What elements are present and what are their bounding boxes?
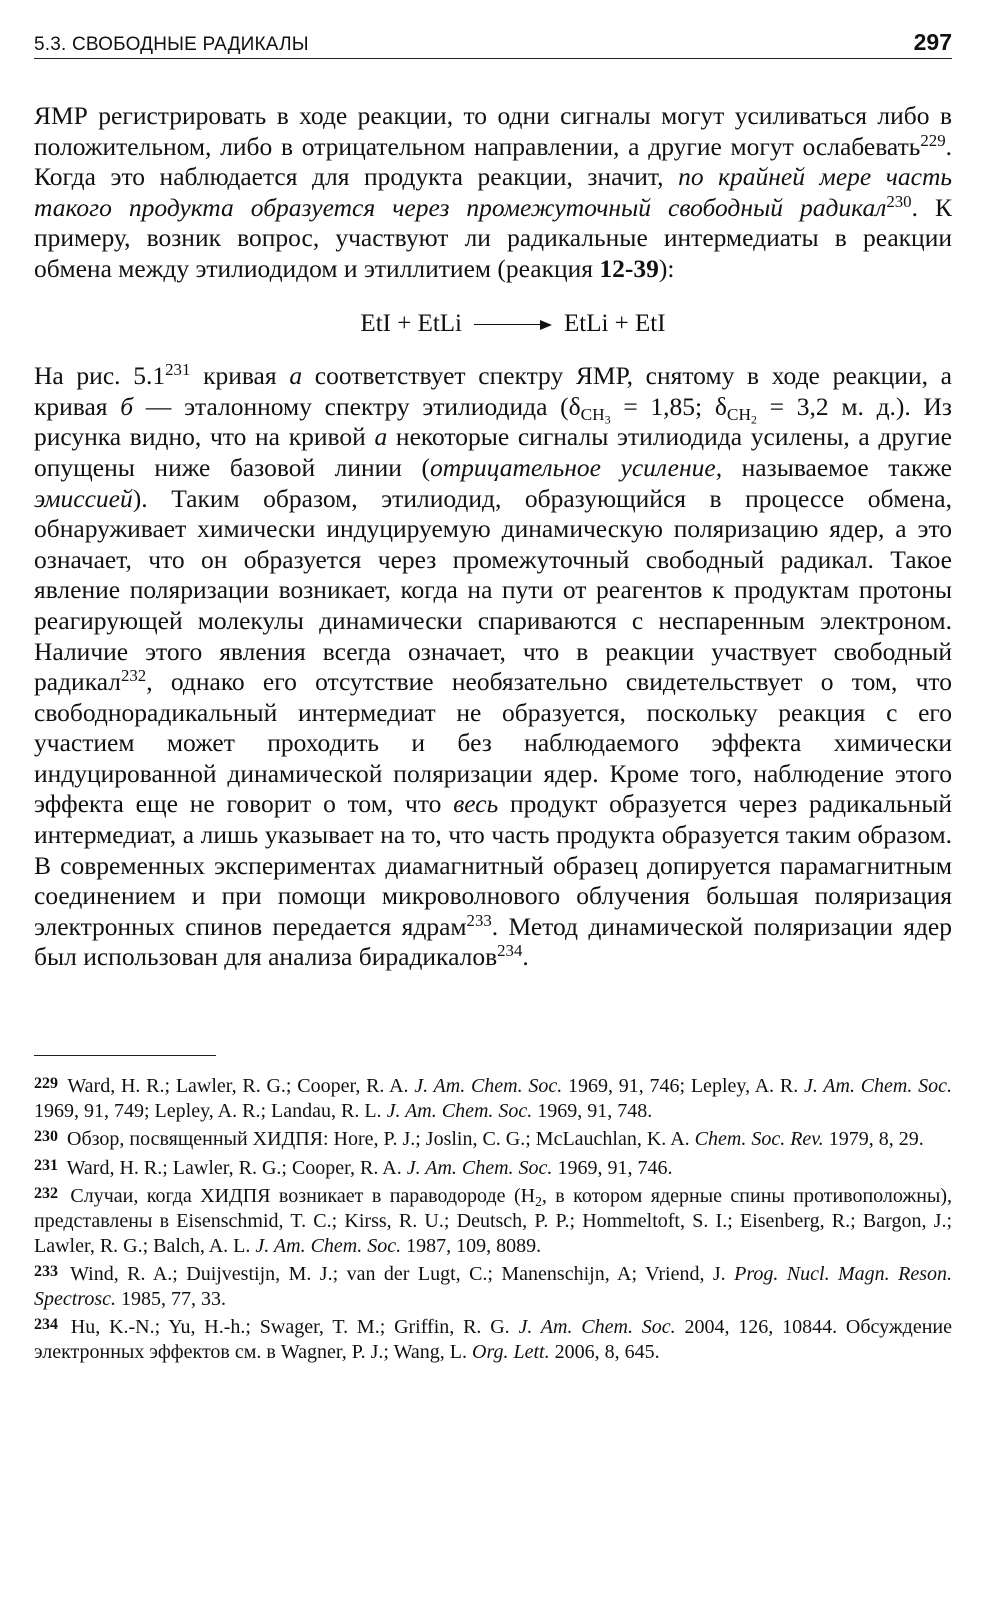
footnote-229: $^{229}$ Ward, H. R.; Lawler, R. G.; Cooper, R. A. J. Am. Chem. Soc. 1969, 91, 746; Lepley, A. R. J. Am. Chem. Soc. 1969, 91, 749; Lepley, A. R.; Landau, R. L. J. Am. Chem. Soc. 1969, 91, 748. [34,1075,953,1122]
emphasis-text: эмиссией [34,483,133,513]
footnote-ref-233: 233 [466,910,492,930]
reaction-equation [34,309,952,340]
footnote-233: $^{233}$ Wind, R. A.; Duijvestijn, M. J.; van der Lugt, C.; Manenschijn, A; Vriend, J. Prog. Nucl. Magn. Reson. Spectrosc. 1985, 77, 33. [34,1263,952,1310]
footnote-232: $^{232}$ Случаи, когда ХИДПЯ возникает в параводороде ($H_2$, в котором ядерные спины противоположны), представлены в Eisenschmid, T. C.; Kirss, R. U.; Deutsch, P. P.; Hommeltoft, S. I.; Eisenberg, R.; Bargon, J.; Lawler, R. G.; Balch, A. L. J. Am. Chem. Soc. 1987, 109, 8089. [34,1185,952,1257]
equation-products: EtLi + EtI [564,309,666,337]
reaction-arrow-icon [474,320,552,330]
footnote-ref-231: 231 [165,359,191,379]
footnote-ref-232: 232 [120,665,147,685]
paragraph-2: На рис. $5.1^{231}$ кривая а соответствует спектру ЯМР, снятому в ходе реакции, а кривая б — эталонному спектру этилиодида ($\delta_{CH_3} = 1,85$; $\delta_{CH_2} = 3,2$ м. д.). Из рисунка видно, что на кривой а некоторые сигналы этилиодида усилены, а другие опущены ниже базовой линии (отрицательное усиление, называемое также эмиссией). Таким образом, этилиодид, образующийся в процессе обмена, обнаруживает химически индуцируемую динамическую поляризацию ядер, а это означает, что он образуется через промежуточный свободный радикал. Такое явление поляризации возникает, когда на пути от реагентов к продуктам протоны реагирующей молекулы динамически спариваются с неспаренным электроном. Наличие этого явления всегда означает, что в реакции участвует свободный радикал$^{232}$, однако его отсутствие необязательно свидетельствует о том, что свободнорадикальный интермедиат не образуется, поскольку реакция с его участием может проходить и без наблюдаемого эффекта химически индуцированной динамической поляризации ядер. Кроме того, наблюдение этого эффекта еще не говорит о том, что весь продукт образуется через радикальный интермедиат, а лишь указывает на то, что часть продукта образуется таким образом. В современных экспериментах диамагнитный образец допируется парамагнитным соединением и при помощи микроволнового облучения большая поляризация электронных спинов передается ядрам$^{233}$. Метод динамической поляризации ядер был использован для анализа бирадикалов$^{234}$. [34,359,953,972]
page-number: 297 [913,29,952,55]
main-text [34,101,952,973]
page [34,26,952,1367]
footnote-ref-230: 230 [886,191,912,211]
emphasis-text: отрицательное усиление, [429,452,723,482]
footnote-234: $^{234}$ Hu, K.-N.; Yu, H.-h.; Swager, T. M.; Griffin, R. G. J. Am. Chem. Soc. 2004, 126, 10844. Обсуждение электронных эффектов см. в Wagner, P. J.; Wang, L. Org. Lett. 2006, 8, 645. [34,1316,953,1363]
equation-reactants: EtI + EtLi [360,309,462,337]
footnote-divider [34,1055,216,1056]
reaction-number: 12-39 [599,253,659,283]
footnote-ref-229: 229 [920,130,946,150]
running-header [34,26,952,59]
section-title: 5.3. СВОБОДНЫЕ РАДИКАЛЫ [34,34,309,55]
emphasis-text: весь [453,789,499,819]
footnote-230: $^{230}$ Обзор, посвященный ХИДПЯ: Hore, P. J.; Joslin, C. G.; McLauchlan, K. A. Chem. Soc. Rev. 1979, 8, 29. [34,1128,924,1151]
footnote-231: $^{231}$ Ward, H. R.; Lawler, R. G.; Cooper, R. A. J. Am. Chem. Soc. 1969, 91, 746. [34,1156,673,1179]
paragraph-1: ЯМР регистрировать в ходе реакции, то одни сигналы могут усиливаться либо в положительном, либо в отрицательном направлении, а другие могут ослабевать$^{229}$. Когда это наблюдается для продукта реакции, значит, по крайней мере часть такого продукта образуется через промежуточный свободный радикал$^{230}$. К примеру, возник вопрос, участвуют ли радикальные интермедиаты в реакции обмена между этилиодидом и этиллитием (реакция 12-39): [34,101,953,283]
footnotes [34,1072,952,1365]
footnote-ref-234: 234 [497,941,523,961]
emphasis-text: по крайней мере часть такого продукта образуется через промежуточный свободный радикал [34,162,953,222]
